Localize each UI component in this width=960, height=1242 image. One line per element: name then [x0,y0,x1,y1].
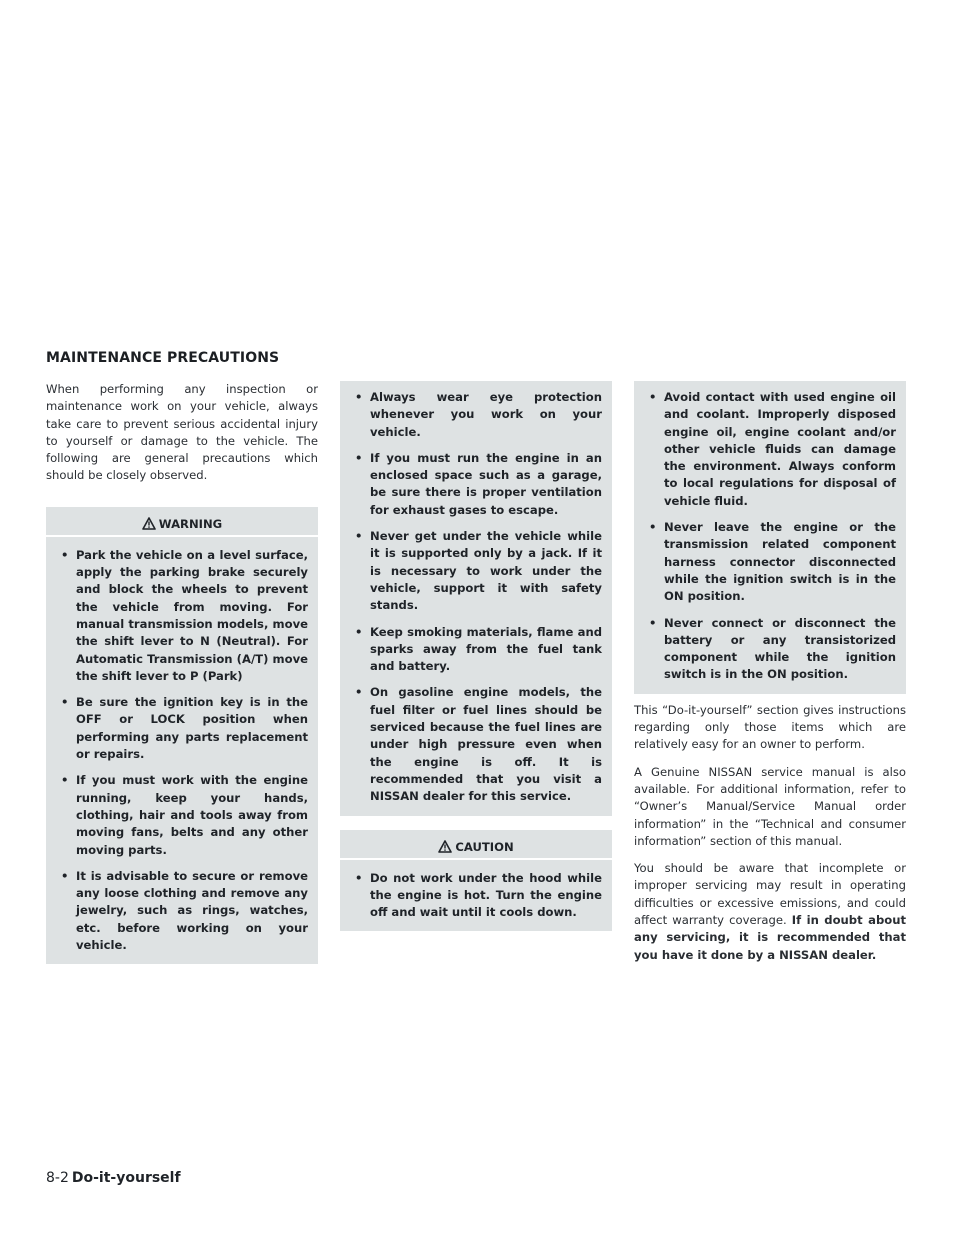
warning-header [46,513,318,537]
warranty-bold-text: If in doubt about any servicing, it is recommended that you have it done by a NISSAN dealer. [634,913,906,962]
caution-list-col3 [644,389,896,684]
page-number: 8-2 [46,1170,69,1186]
column-1 [46,381,318,964]
list-item: • Avoid contact with used engine oil and coolant. Improperly disposed engine oil, engine coolant and/or other vehicle fluids can damage the environment. Always conform to local regulations for disposal of vehicle fluid. [644,389,896,510]
list-item: • If you must run the engine in an enclosed space such as a garage, be sure there is proper ventilation for exhaust gases to escape. [350,450,602,519]
warning-box-continued [340,381,612,816]
list-item: • If you must work with the engine running, keep your hands, clothing, hair and tools away from moving fans, belts and any other moving parts. [56,772,308,858]
warning-list-col1 [56,547,308,955]
caution-box [340,830,612,932]
list-item: • Never get under the vehicle while it is supported only by a jack. If it is necessary to work under the vehicle, support it with safety stands. [350,528,602,614]
list-item: • Keep smoking materials, flame and sparks away from the fuel tank and battery. [350,624,602,676]
warning-list-col2 [350,389,602,806]
caution-header [340,836,612,860]
list-item: • Never leave the engine or the transmission related component harness connector disconnected while the ignition switch is in the ON position. [644,519,896,605]
caution-list [350,870,602,922]
list-item: • It is advisable to secure or remove any loose clothing and remove any jewelry, such as rings, watches, etc. before working on your vehicle. [56,868,308,954]
paragraph: A Genuine NISSAN service manual is also available. For additional information, refer to “Owner’s Manual/Service Manual order information” in the “Technical and consumer information” section of this manual. [634,764,906,848]
column-2 [340,381,612,931]
warning-label: WARNING [158,516,223,531]
caution-box-continued [634,381,906,694]
list-item: • On gasoline engine models, the fuel filter or fuel lines should be serviced because the fuel lines are under high pressure even when the engine is off. It is recommended that you visit a NISSAN dealer for this service. [350,684,602,805]
warning-triangle-icon [142,517,156,530]
list-item: • Do not work under the hood while the engine is hot. Turn the engine off and wait until it cools down. [350,870,602,922]
warning-box [46,507,318,965]
list-item: • Never connect or disconnect the battery or any transistorized component while the ignition switch is in the ON position. [644,615,896,684]
intro-paragraph: When performing any inspection or maintenance work on your vehicle, always take care to prevent serious accidental injury to yourself or damage to the vehicle. The following are general precautions which should be closely observed. [46,382,318,483]
caution-label: CAUTION [455,839,514,854]
list-item: • Park the vehicle on a level surface, apply the parking brake securely and block the wheels to prevent the vehicle from moving. For manual transmission models, move the shift lever to N (Neutral). For Automatic Transmission (A/T) move the shift lever to P (Park) [56,547,308,685]
page-footer [46,1170,181,1186]
list-item: • Be sure the ignition key is in the OFF or LOCK position when performing any parts replacement or repairs. [56,694,308,763]
warranty-text: You should be aware that incomplete or improper servicing may result in operating difficulties or excessive emissions, and could affect warranty coverage. [634,861,906,928]
warning-triangle-icon [438,840,452,853]
footer-section-name: Do-it-yourself [71,1170,181,1186]
paragraph: This “Do-it-yourself” section gives instructions regarding only those items which are relatively easy for an owner to perform. [634,702,906,752]
section-title: MAINTENANCE PRECAUTIONS [46,350,280,366]
list-item: • Always wear eye protection whenever you work on your vehicle. [350,389,602,441]
warranty-paragraph [634,860,906,964]
column-3 [634,381,906,974]
